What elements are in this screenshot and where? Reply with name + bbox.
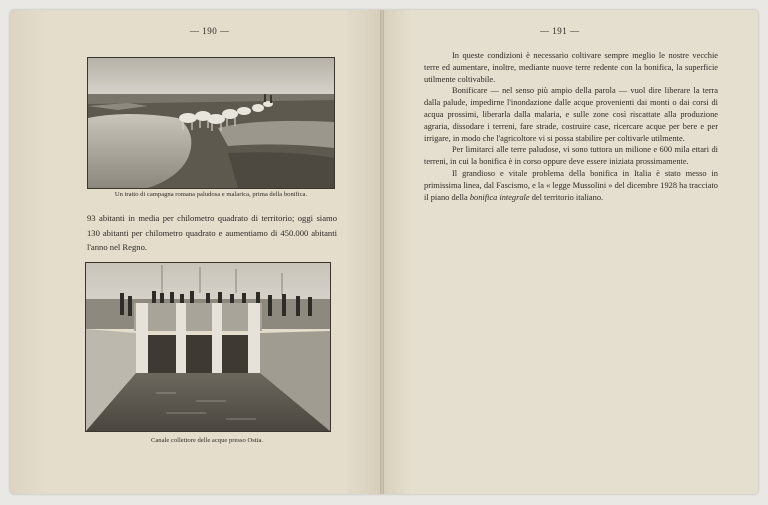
page-number-right: — 191 — [540, 26, 580, 36]
paragraph-4 [424, 168, 718, 203]
paragraph-3 [424, 144, 718, 168]
paragraph-1-text: In queste condizioni è necessario coltivare sempre meglio le nostre vecchie terre ed aumentare, inoltre, mediante nuove terre redente con la bonifica, la superficie utilmente coltivabile. [424, 51, 718, 84]
photo1-caption: Un tratto di campagna romana paludosa e malarica, prima della bonifica. [114, 191, 308, 198]
left-page-paragraph: 93 abitanti in media per chilometro quadrato di territorio; oggi siamo 130 abitanti per chilometro quadrato e aumentiamo di 450.000 abitanti l'anno nel Regno. [87, 213, 337, 252]
photo2-caption: Canale collettore delle acque presso Ostia. [150, 437, 264, 444]
paragraph-2 [424, 85, 718, 144]
paragraph-4-italic: bonifica integrale [469, 192, 530, 202]
right-page-text [424, 50, 718, 203]
paragraph-4-text-b: del territorio italiano. [529, 192, 604, 202]
marsh-photo-illustration [88, 58, 334, 188]
marsh-cattle-photo [87, 57, 335, 189]
page-number-left: — 190 — [190, 26, 230, 36]
paragraph-3-text: Per limitarci alle terre paludose, vi sono tuttora un milione e 600 mila ettari di terreni, in cui la bonifica è in corso oppure deve essere iniziata prossimamente. [424, 145, 718, 167]
paragraph-4-text-a: Il grandioso e vitale problema della bonifica in Italia è stato messo in primissima linea, dal Fascismo, e la « legge Mussolini » del dicembre 1928 ha tracciato il piano della [424, 168, 718, 202]
book-gutter [380, 10, 384, 494]
canal-ostia-photo [85, 262, 331, 432]
paragraph-1 [424, 50, 718, 85]
paragraph-2-text: Bonificare — nel senso più ampio della parola — vuol dire liberare la terra dalla palude, impedirne l'inondazione dalle acque provenienti dai monti o dai corsi di acqua prossimi, liberarla dalla malaria, e sulle zone così riscattate alla produzione agraria, dissodare i terreni, fare strade, costruire case, ricercare acque per bere e per irrigare, in modo che l'agricoltore vi si possa stabilire per coltivarle utilmente. [424, 86, 718, 143]
canal-photo-illustration [86, 263, 330, 431]
